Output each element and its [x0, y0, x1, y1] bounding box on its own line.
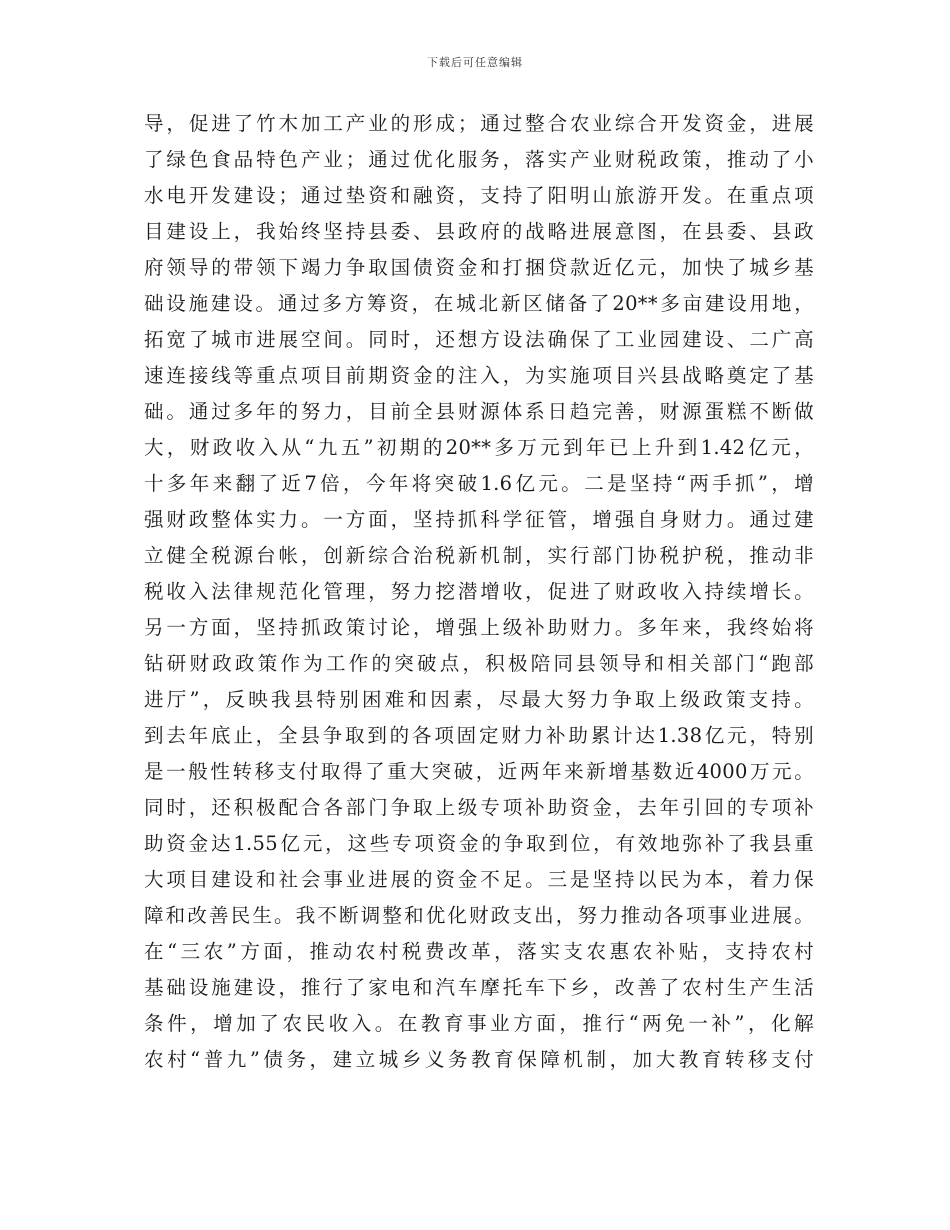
- text-line: 水电开发建设；通过垫资和融资，支持了阳明山旅游开发。在重点项: [144, 184, 814, 207]
- text-line: 助资金达1.55亿元，这些专项资金的争取到位，有效地弥补了我县重: [144, 832, 814, 855]
- text-line: 大项目建设和社会事业进展的资金不足。三是坚持以民为本，着力保: [144, 868, 814, 891]
- text-line: 了绿色食品特色产业；通过优化服务，落实产业财税政策，推动了小: [144, 148, 814, 171]
- page-header: 下载后可任意编辑: [427, 56, 523, 69]
- text-line: 税收入法律规范化管理，努力挖潜增收，促进了财政收入持续增长。: [144, 580, 814, 603]
- text-line: 在“三农”方面，推动农村税费改革，落实支农惠农补贴，支持农村: [144, 940, 814, 963]
- text-line: 导，促进了竹木加工产业的形成；通过整合农业综合开发资金，进展: [144, 112, 814, 135]
- text-line: 立健全税源台帐，创新综合治税新机制，实行部门协税护税，推动非: [144, 544, 814, 567]
- text-line: 到去年底止，全县争取到的各项固定财力补助累计达1.38亿元，特别: [144, 724, 814, 747]
- text-line: 大，财政收入从“九五”初期的20**多万元到年已上升到1.42亿元，: [144, 436, 814, 459]
- text-line: 进厅”，反映我县特别困难和因素，尽最大努力争取上级政策支持。: [144, 688, 814, 711]
- text-line: 府领导的带领下竭力争取国债资金和打捆贷款近亿元，加快了城乡基: [144, 256, 814, 279]
- text-line: 础。通过多年的努力，目前全县财源体系日趋完善，财源蛋糕不断做: [144, 400, 814, 423]
- text-line: 础设施建设。通过多方筹资，在城北新区储备了20**多亩建设用地，: [144, 292, 814, 315]
- text-line: 基础设施建设，推行了家电和汽车摩托车下乡，改善了农村生产生活: [144, 976, 814, 999]
- text-line: 障和改善民生。我不断调整和优化财政支出，努力推动各项事业进展。: [144, 904, 814, 927]
- text-line: 目建设上，我始终坚持县委、县政府的战略进展意图，在县委、县政: [144, 220, 814, 243]
- text-line: 拓宽了城市进展空间。同时，还想方设法确保了工业园建设、二广高: [144, 328, 814, 351]
- text-line: 钻研财政政策作为工作的突破点，积极陪同县领导和相关部门“跑部: [144, 652, 814, 675]
- text-line: 是一般性转移支付取得了重大突破，近两年来新增基数近4000万元。: [144, 760, 814, 783]
- text-line: 条件，增加了农民收入。在教育事业方面，推行“两免一补”，化解: [144, 1012, 814, 1035]
- document-body: [144, 106, 814, 1078]
- text-line: 同时，还积极配合各部门争取上级专项补助资金，去年引回的专项补: [144, 796, 814, 819]
- text-line: 速连接线等重点项目前期资金的注入，为实施项目兴县战略奠定了基: [144, 364, 814, 387]
- text-line: 十多年来翻了近7倍，今年将突破1.6亿元。二是坚持“两手抓”，增: [144, 472, 814, 495]
- text-line: 强财政整体实力。一方面，坚持抓科学征管，增强自身财力。通过建: [144, 508, 814, 531]
- text-line: 农村“普九”债务，建立城乡义务教育保障机制，加大教育转移支付: [144, 1048, 814, 1071]
- text-line: 另一方面，坚持抓政策讨论，增强上级补助财力。多年来，我终始将: [144, 616, 814, 639]
